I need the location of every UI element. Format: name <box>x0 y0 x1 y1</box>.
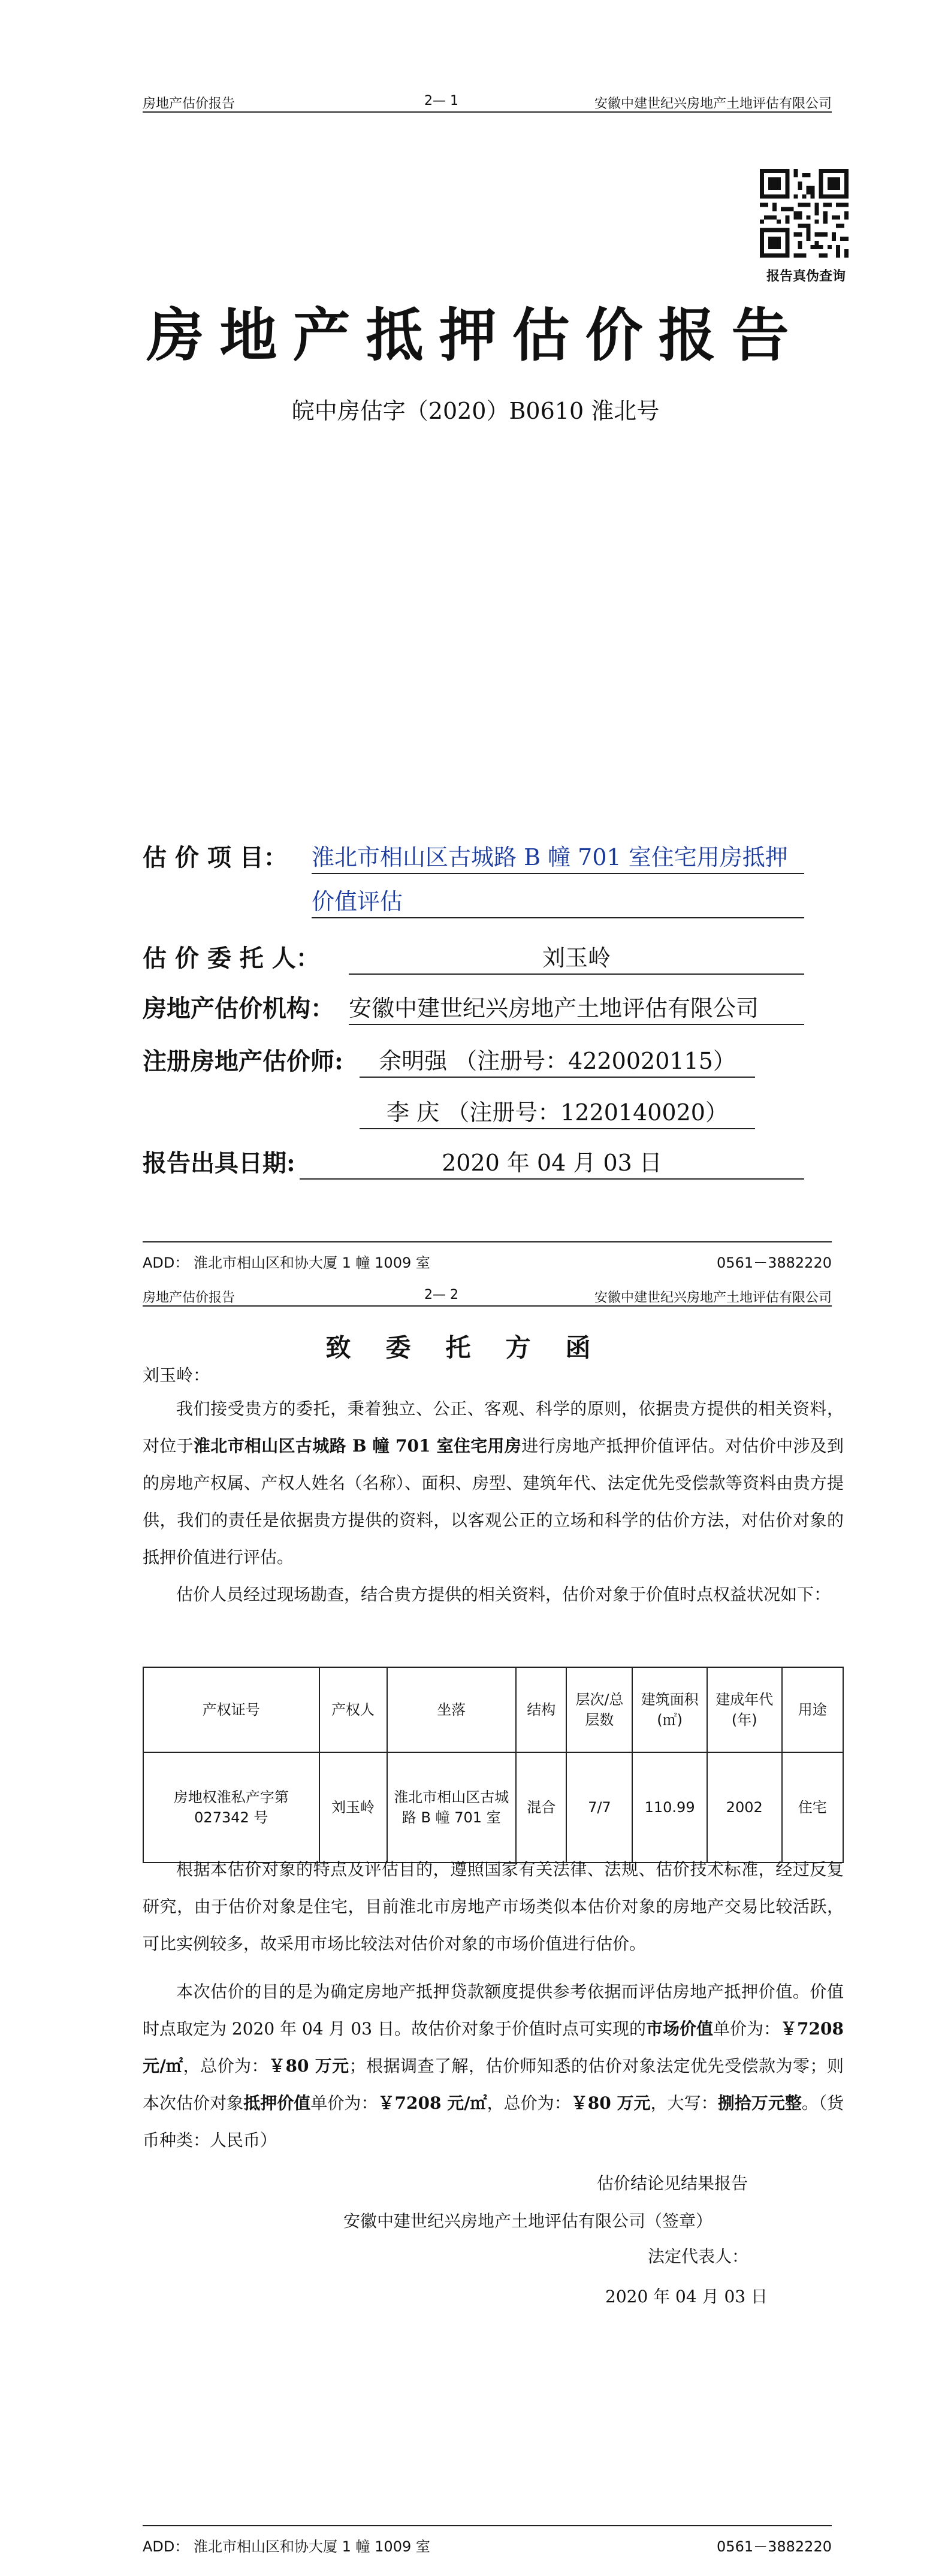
property-address: 淮北市相山区古城路 B 幢 701 室住宅用房 <box>193 1436 522 1456</box>
page-header <box>143 1284 832 1307</box>
table-header-cell: 层次/总层数 <box>566 1667 632 1752</box>
table-header-cell: 用途 <box>782 1667 843 1752</box>
footer-address: ADD： 淮北市相山区和协大厦 1 幢 1009 室 <box>143 2538 430 2555</box>
client-label: 估 价 委 托 人： <box>143 944 320 972</box>
table-cell: 淮北市相山区古城路 B 幢 701 室 <box>387 1752 516 1863</box>
table-cell: 刘玉岭 <box>319 1752 387 1863</box>
agency-label: 房地产估价机构： <box>143 994 334 1023</box>
header-left-text: 房地产估价报告 <box>143 1290 236 1305</box>
header-company: 安徽中建世纪兴房地产土地评估有限公司 <box>594 96 832 111</box>
issue-date-label: 报告出具日期: <box>143 1149 295 1177</box>
table-row <box>143 1752 843 1863</box>
table-header-cell: 结构 <box>516 1667 566 1752</box>
table-header-cell: 产权证号 <box>143 1667 319 1752</box>
table-cell: 住宅 <box>782 1752 843 1863</box>
project-value-line2: 价值评估 <box>312 883 804 918</box>
table-header-cell: 产权人 <box>319 1667 387 1752</box>
report-title: 房地产抵押估价报告 <box>146 301 805 369</box>
letter-date: 2020 年 04 月 03 日 <box>605 2287 768 2306</box>
agency-value: 安徽中建世纪兴房地产土地评估有限公司 <box>349 990 804 1025</box>
table-header-cell: 建筑面积(㎡) <box>632 1667 707 1752</box>
table-cell: 110.99 <box>632 1752 707 1863</box>
client-value: 刘玉岭 <box>349 939 804 975</box>
letter-paragraph-1: 我们接受贵方的委托，秉着独立、公正、客观、科学的原则，依据贵方提供的相关资料，对位于淮北市相山区古城路 B 幢 701 室住宅用房进行房地产抵押价值评估。对估价中涉及到的房地产权属、产权人姓名（名称）、面积、房型、建筑年代、法定优先受偿款等资料由贵方提供，我们的责任是依据贵方提供的资料，以客观公正的立场和科学的估价方法，对估价对象的抵押价值进行评估。 <box>143 1399 844 1567</box>
project-value-line1: 淮北市相山区古城路 B 幢 701 室住宅用房抵押 <box>312 839 804 874</box>
letter-title: 致委托方函 <box>325 1333 626 1362</box>
footer-phone: 0561－3882220 <box>717 1254 832 1271</box>
letter-paragraph-2: 估价人员经过现场勘查，结合贵方提供的相关资料，估价对象于价值时点权益状况如下： <box>176 1585 831 1604</box>
company-signature: 安徽中建世纪兴房地产土地评估有限公司（签章） <box>343 2211 713 2231</box>
page-footer <box>143 2525 832 2555</box>
table-cell: 房地权淮私产字第 027342 号 <box>143 1752 319 1863</box>
header-company: 安徽中建世纪兴房地产土地评估有限公司 <box>594 1290 832 1305</box>
qr-caption: 报告真伪查询 <box>766 269 846 284</box>
cover-page <box>0 0 951 1285</box>
appraiser-label: 注册房地产估价师: <box>143 1047 343 1075</box>
footer-phone: 0561－3882220 <box>717 2538 832 2555</box>
page-footer <box>143 1241 832 1271</box>
table-cell: 2002 <box>707 1752 782 1863</box>
table-header-cell: 坐落 <box>387 1667 516 1752</box>
page-number: 2— 1 <box>424 93 458 108</box>
letter-page <box>0 1285 951 2576</box>
page-number: 2— 2 <box>424 1287 458 1302</box>
document-number: 皖中房估字（2020）B0610 淮北号 <box>291 398 660 424</box>
letter-paragraph-3: 根据本估价对象的特点及评估目的，遵照国家有关法律、法规、估价技术标准，经过反复研究，由于估价对象是住宅，目前淮北市房地产市场类似本估价对象的房地产交易比较活跃，可比实例较多，故采用市场比较法对估价对象的市场价值进行估价。 <box>143 1860 844 1954</box>
table-cell: 7/7 <box>566 1752 632 1863</box>
table-cell: 混合 <box>516 1752 566 1863</box>
header-left-text: 房地产估价报告 <box>143 96 236 111</box>
table-header-row <box>143 1667 843 1752</box>
appraiser-1: 余明强 （注册号：4220020115） <box>360 1042 755 1078</box>
legal-representative: 法定代表人： <box>648 2247 749 2266</box>
letter-paragraph-4: 本次估价的目的是为确定房地产抵押贷款额度提供参考依据而评估房地产抵押价值。价值时点取定为 2020 年 04 月 03 日。故估价对象于价值时点可实现的市场价值单价为：￥7208 元/㎡，总价为：￥80 万元；根据调查了解，估价师知悉的估价对象法定优先受偿款为零；则本次估价对象抵押价值单价为：￥7208 元/㎡，总价为：￥80 万元，大写：捌拾万元整。（货币种类：人民币） <box>143 1982 844 2150</box>
table-header-cell: 建成年代(年) <box>707 1667 782 1752</box>
property-table <box>143 1667 844 1863</box>
page-header <box>143 90 832 113</box>
appraiser-2: 李 庆 （注册号：1220140020） <box>360 1094 755 1129</box>
issue-date-value: 2020 年 04 月 03 日 <box>300 1144 804 1180</box>
project-label: 估 价 项 目： <box>143 843 288 872</box>
footer-address: ADD： 淮北市相山区和协大厦 1 幢 1009 室 <box>143 1254 430 1271</box>
conclusion-note: 估价结论见结果报告 <box>597 2173 748 2193</box>
salutation: 刘玉岭： <box>143 1365 210 1385</box>
qr-code-icon[interactable] <box>760 169 849 258</box>
